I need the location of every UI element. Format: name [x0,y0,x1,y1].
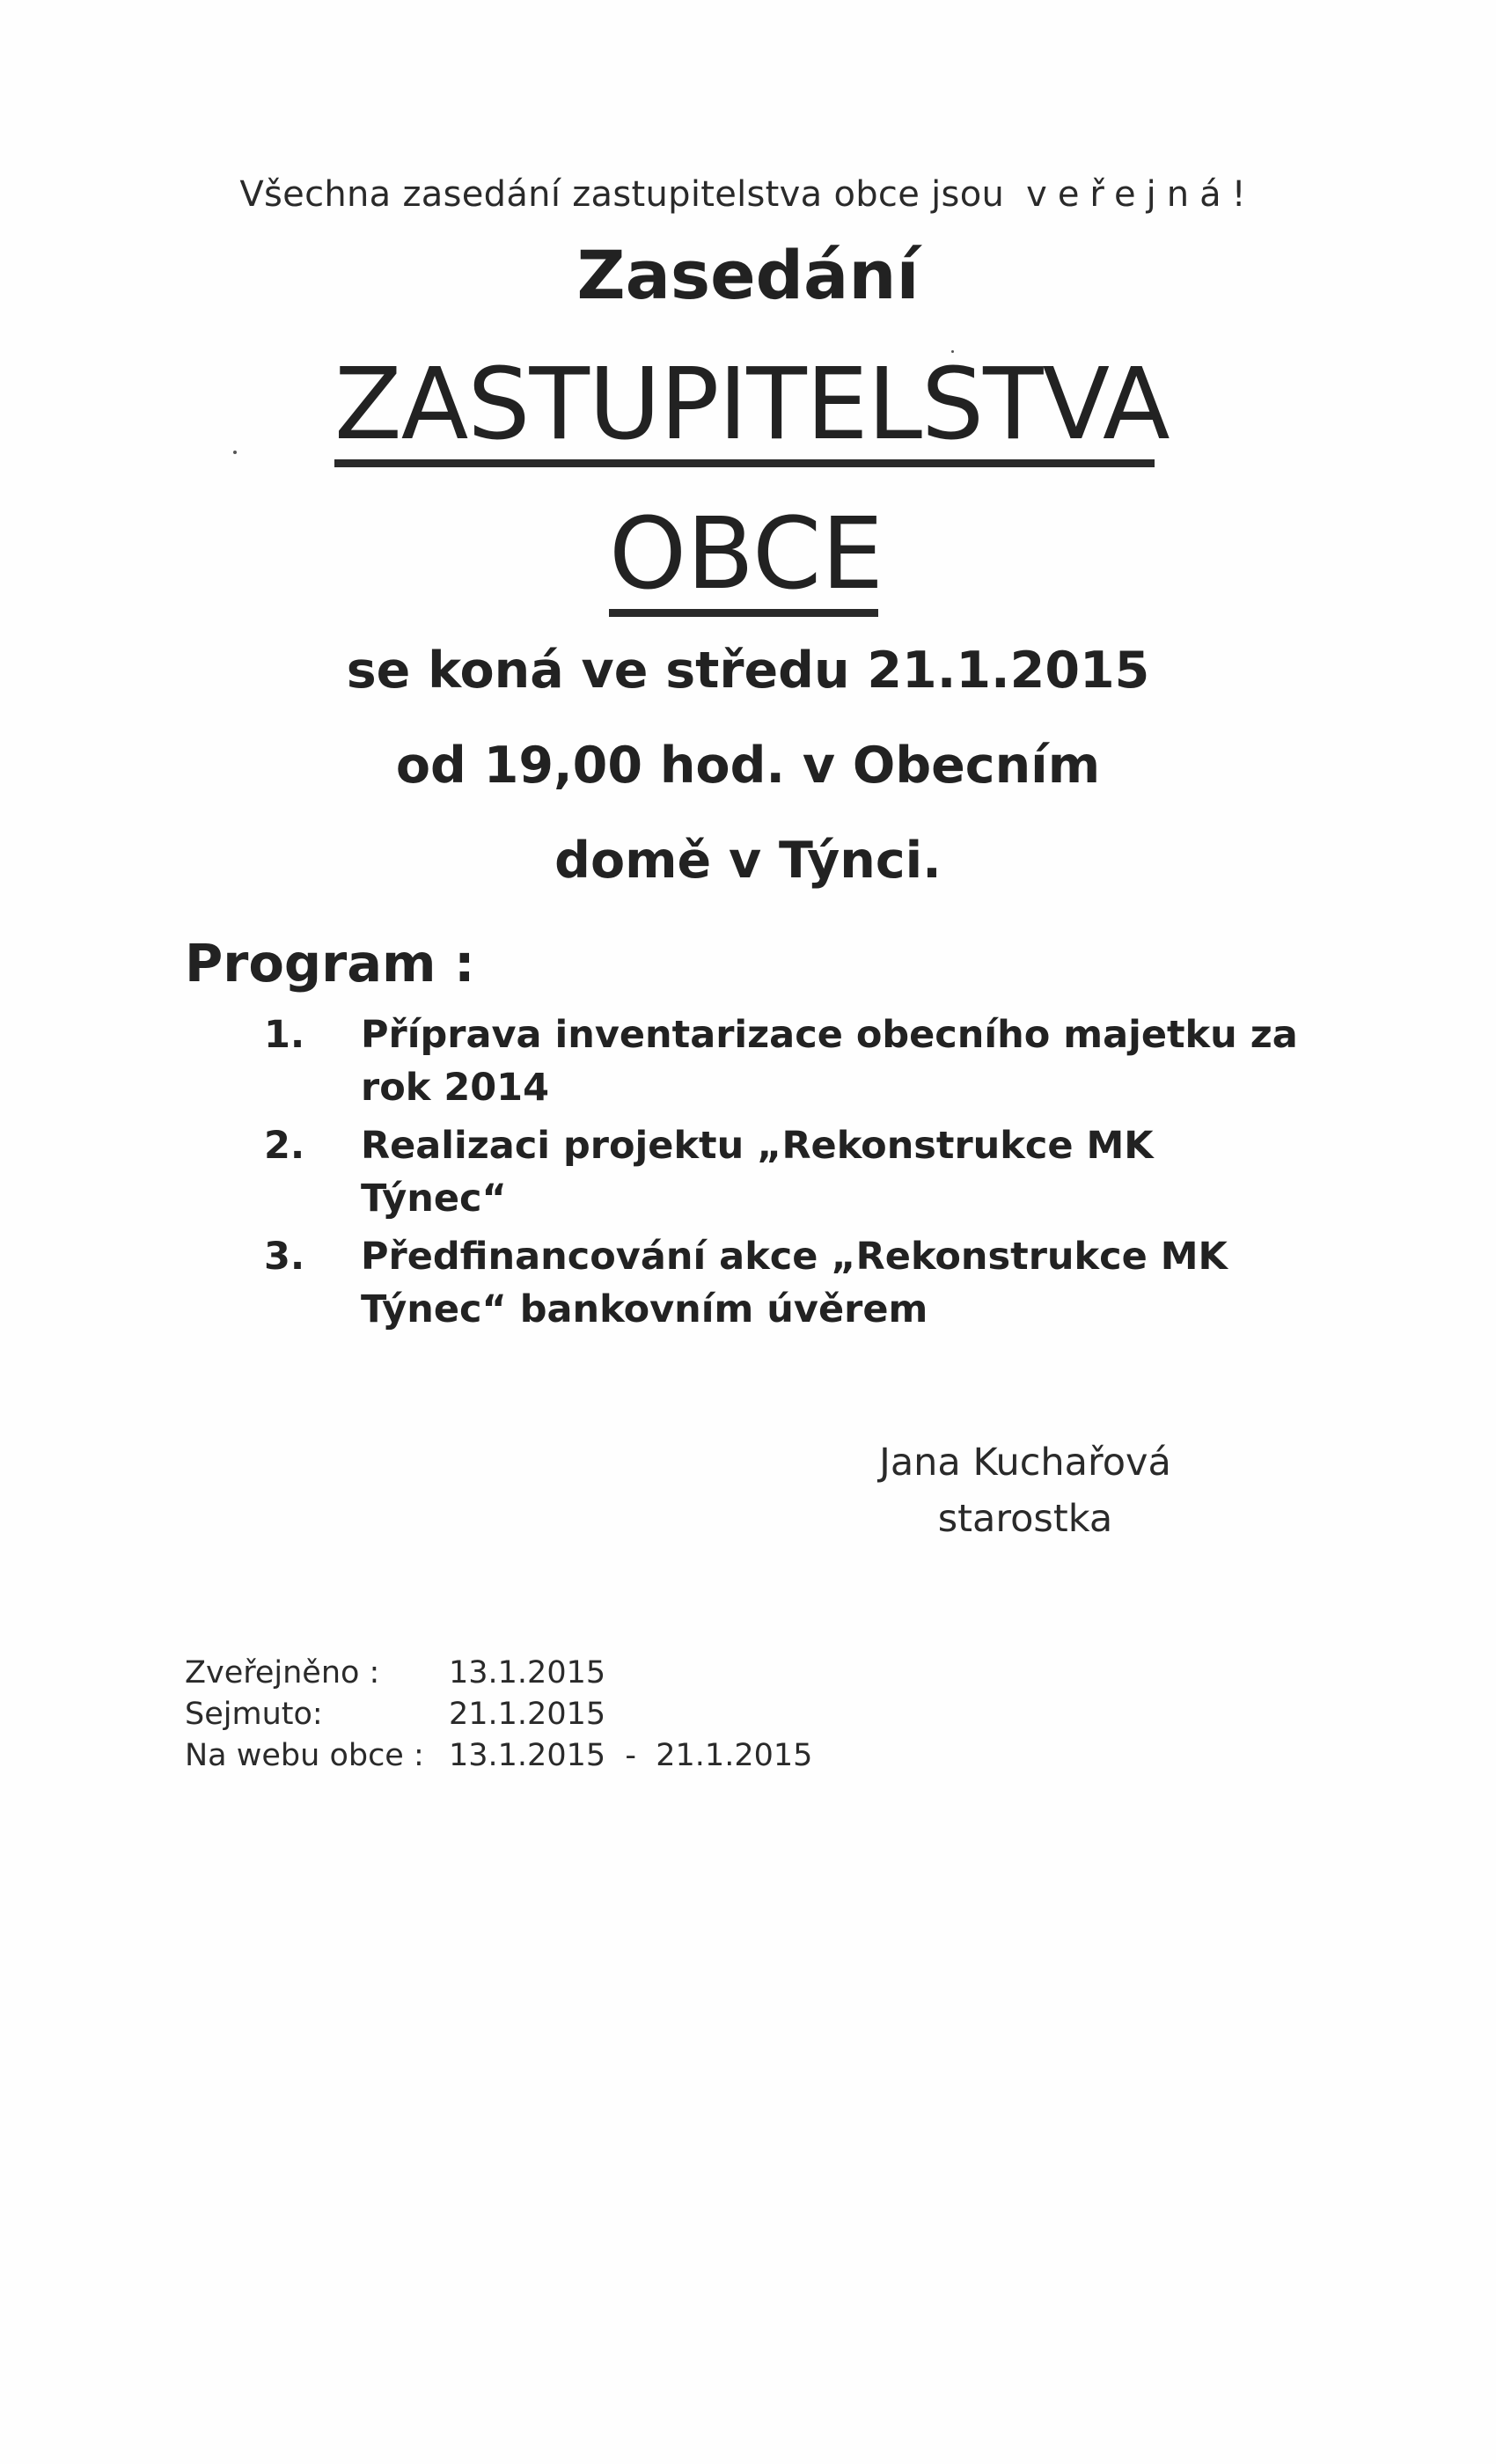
signature-block [867,1434,1184,1547]
agenda-item-text: Předfinancování akce „Rekonstrukce MK Týnec“ bankovním úvěrem [361,1235,1228,1331]
signatory-name: Jana Kuchařová [879,1441,1171,1485]
agenda-item-number: 3. [264,1235,305,1279]
signatory-role: starostka [937,1497,1113,1541]
published-value: 13.1.2015 [449,1655,606,1690]
posting-row-web [185,1735,812,1777]
meeting-place-line: domě v Týnci. [554,832,942,890]
posting-info [185,1653,812,1777]
meeting-date-line: se koná ve středu 21.1.2015 [346,642,1150,700]
meeting-date-place [0,623,1496,908]
agenda-item [264,1008,1302,1114]
agenda-item-number: 2. [264,1124,305,1168]
agenda-item-number: 1. [264,1013,305,1057]
web-value: 13.1.2015 - 21.1.2015 [449,1738,813,1773]
scan-speck [233,451,237,454]
program-heading: Program : [185,933,475,994]
meeting-time-line: od 19,00 hod. v Obecním [395,737,1101,795]
agenda-item-text: Realizaci projektu „Rekonstrukce MK Týnec“ [361,1124,1154,1221]
agenda-item-text: Příprava inventarizace obecního majetku za rok 2014 [361,1013,1298,1110]
agenda-list [264,1008,1302,1341]
public-notice-text: Všechna zasedání zastupitelstva obce jsou [239,174,1005,215]
agenda-item [264,1230,1302,1336]
removed-value: 21.1.2015 [449,1697,606,1732]
removed-label: Sejmuto: [185,1697,323,1732]
posting-row-published [185,1653,812,1694]
public-notice [0,174,1496,215]
web-label: Na webu obce : [185,1738,424,1773]
title-council: ZASTUPITELSTVA [334,350,1155,467]
title-municipality: OBCE [609,500,878,617]
posting-row-removed [185,1694,812,1735]
title-meeting: Zasedání [576,236,920,314]
agenda-item [264,1119,1302,1225]
published-label: Zveřejněno : [185,1655,380,1690]
public-notice-emphasis: veřejná! [1026,174,1257,215]
